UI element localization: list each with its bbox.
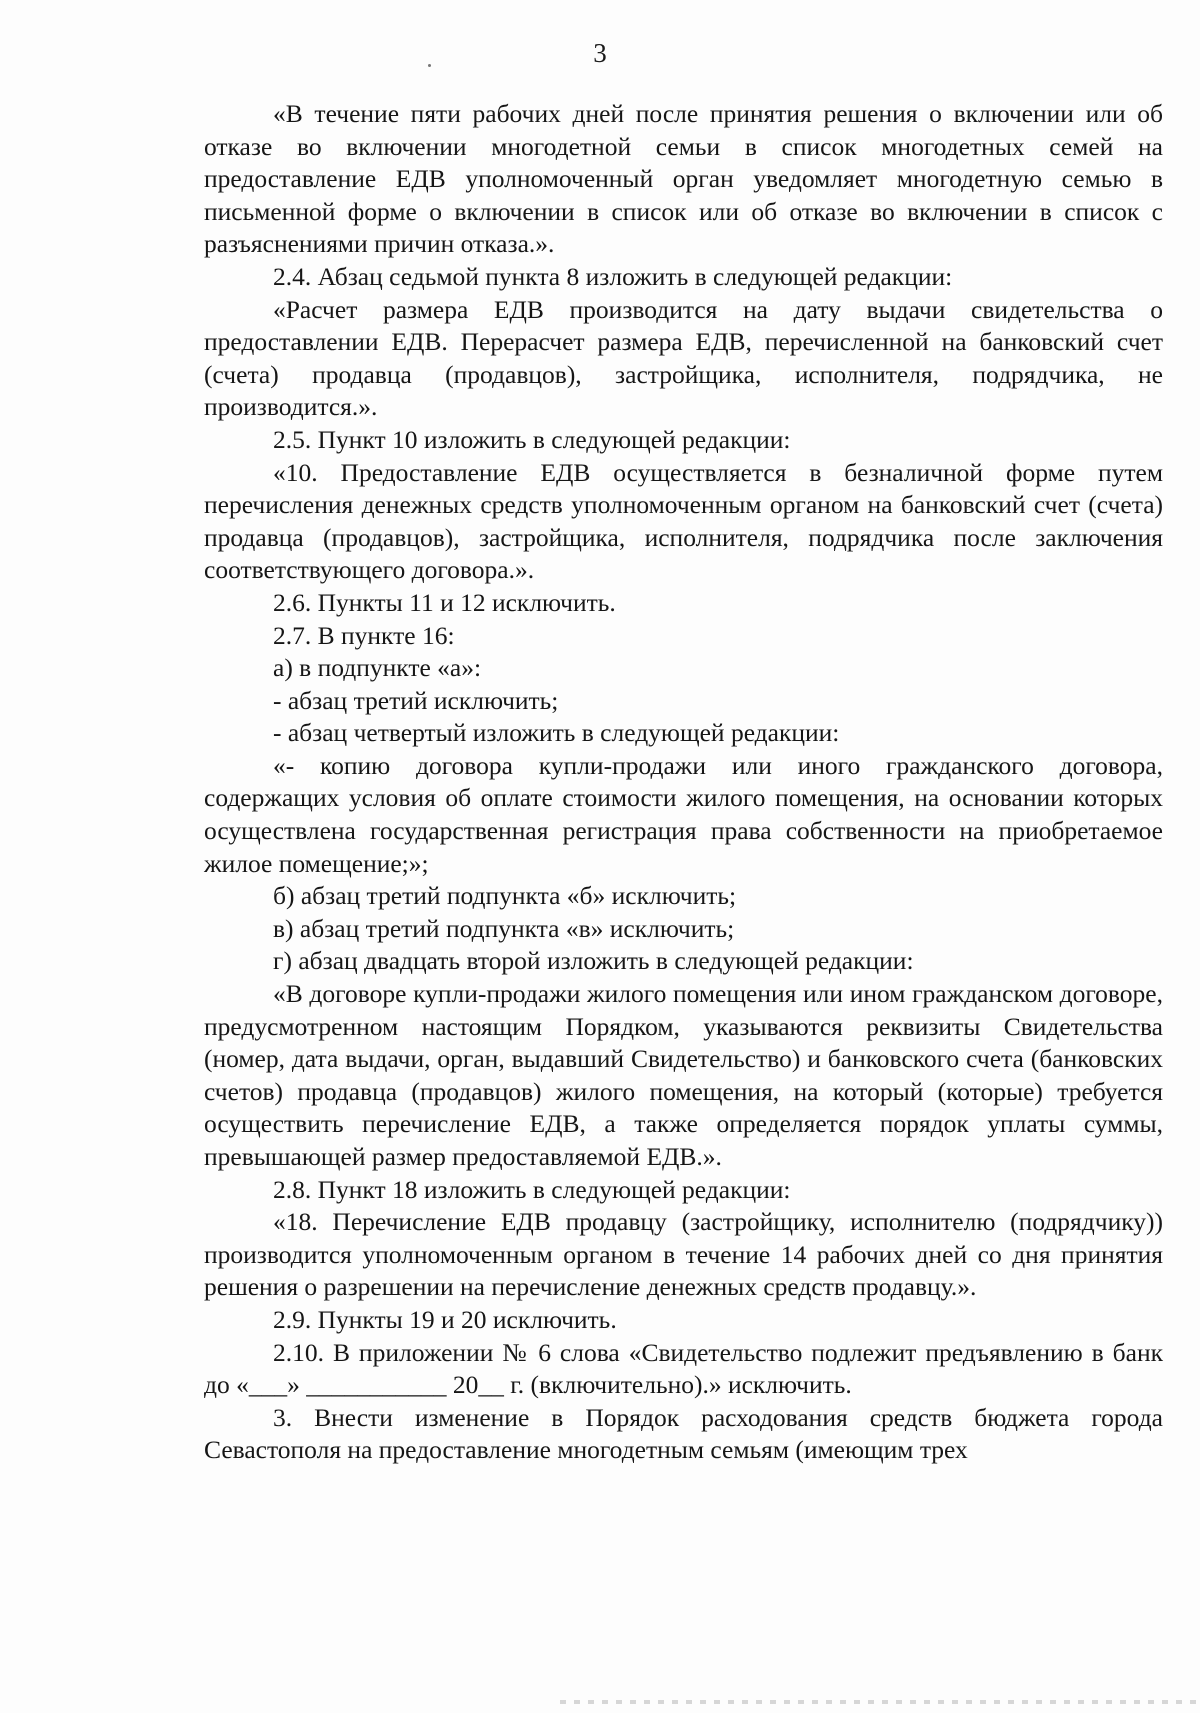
page-number: 3 [593,38,607,68]
paragraph-2-4: 2.4. Абзац седьмой пункта 8 изложить в следующей редакции: [273,261,953,291]
paragraph-edv-calculation-quote: «Расчет размера ЕДВ производится на дату выдачи свидетельства о предоставлении ЕДВ. Перерасчет размера ЕДВ, перечисленной на банковский счет (счета) продавца (продавцов), застройщика, исполнителя, подрядчика, не производится.». [204,294,1163,422]
paragraph-contract-copy-quote: «- копию договора купли-продажи или иного гражданского договора, содержащих условия об оплате стоимости жилого помещения, на основании которых осуществлена государственная регистрация права собственности на приобретаемое жилое помещение;»; [204,750,1163,878]
paragraph-3: 3. Внести изменение в Порядок расходования средств бюджета города Севастополя на предоставление многодетным семьям (имеющим трех [204,1402,1163,1465]
paragraph-2-5: 2.5. Пункт 10 изложить в следующей редакции: [273,424,791,454]
document-body [204,98,1163,1467]
paragraph-contract-details-quote: «В договоре купли-продажи жилого помещения или ином гражданском договоре, предусмотренном настоящим Порядком, указываются реквизиты Свидетельства (номер, дата выдачи, орган, выдавший Свидетельство) и банковского счета (банковских счетов) продавца (продавцов) жилого помещения, на который (которые) требуется осуществить перечисление ЕДВ, а также определяется порядок уплаты суммы, превышающей размер предоставляемой ЕДВ.». [204,979,1163,1171]
scan-edge-artifact [560,1700,1200,1704]
paragraph-subpoint-b: б) абзац третий подпункта «б» исключить; [273,881,737,911]
paragraph-subpoint-a: а) в подпункте «а»: [273,653,482,683]
paragraph-2-7: 2.7. В пункте 16: [273,620,455,650]
paragraph-2-8: 2.8. Пункт 18 изложить в следующей редакции: [273,1174,791,1204]
paragraph-subpoint-v: в) абзац третий подпункта «в» исключить; [273,913,735,943]
paragraph-2-6: 2.6. Пункты 11 и 12 исключить. [273,587,616,617]
paragraph-subpoint-g: г) абзац двадцать второй изложить в следующей редакции: [273,946,914,976]
paragraph-notification-quote: «В течение пяти рабочих дней после принятия решения о включении или об отказе во включении многодетной семьи в список многодетных семей на предоставление ЕДВ уполномоченный орган уведомляет многодетную семью в письменной форме о включении в список или об отказе во включении в список с разъяснениями причин отказа.». [204,99,1163,259]
paragraph-point-10-quote: «10. Предоставление ЕДВ осуществляется в безналичной форме путем перечисления денежных средств уполномоченным органом на банковский счет (счета) продавца (продавцов), застройщика, исполнителя, подрядчика после заключения соответствующего договора.». [204,457,1163,585]
paragraph-2-10: 2.10. В приложении № 6 слова «Свидетельство подлежит предъявлению в банк до «___» ___________ 20__ г. (включительно).» исключить. [204,1337,1163,1400]
paragraph-point-18-quote: «18. Перечисление ЕДВ продавцу (застройщику, исполнителю (подрядчику)) производится уполномоченным органом в течение 14 рабочих дней со дня принятия решения о разрешении на перечисление денежных средств продавцу.». [204,1207,1163,1302]
paragraph-abzac-third-exclude: - абзац третий исключить; [273,685,559,715]
paragraph-abzac-fourth: - абзац четвертый изложить в следующей редакции: [273,718,840,748]
paragraph-2-9: 2.9. Пункты 19 и 20 исключить. [273,1304,617,1334]
